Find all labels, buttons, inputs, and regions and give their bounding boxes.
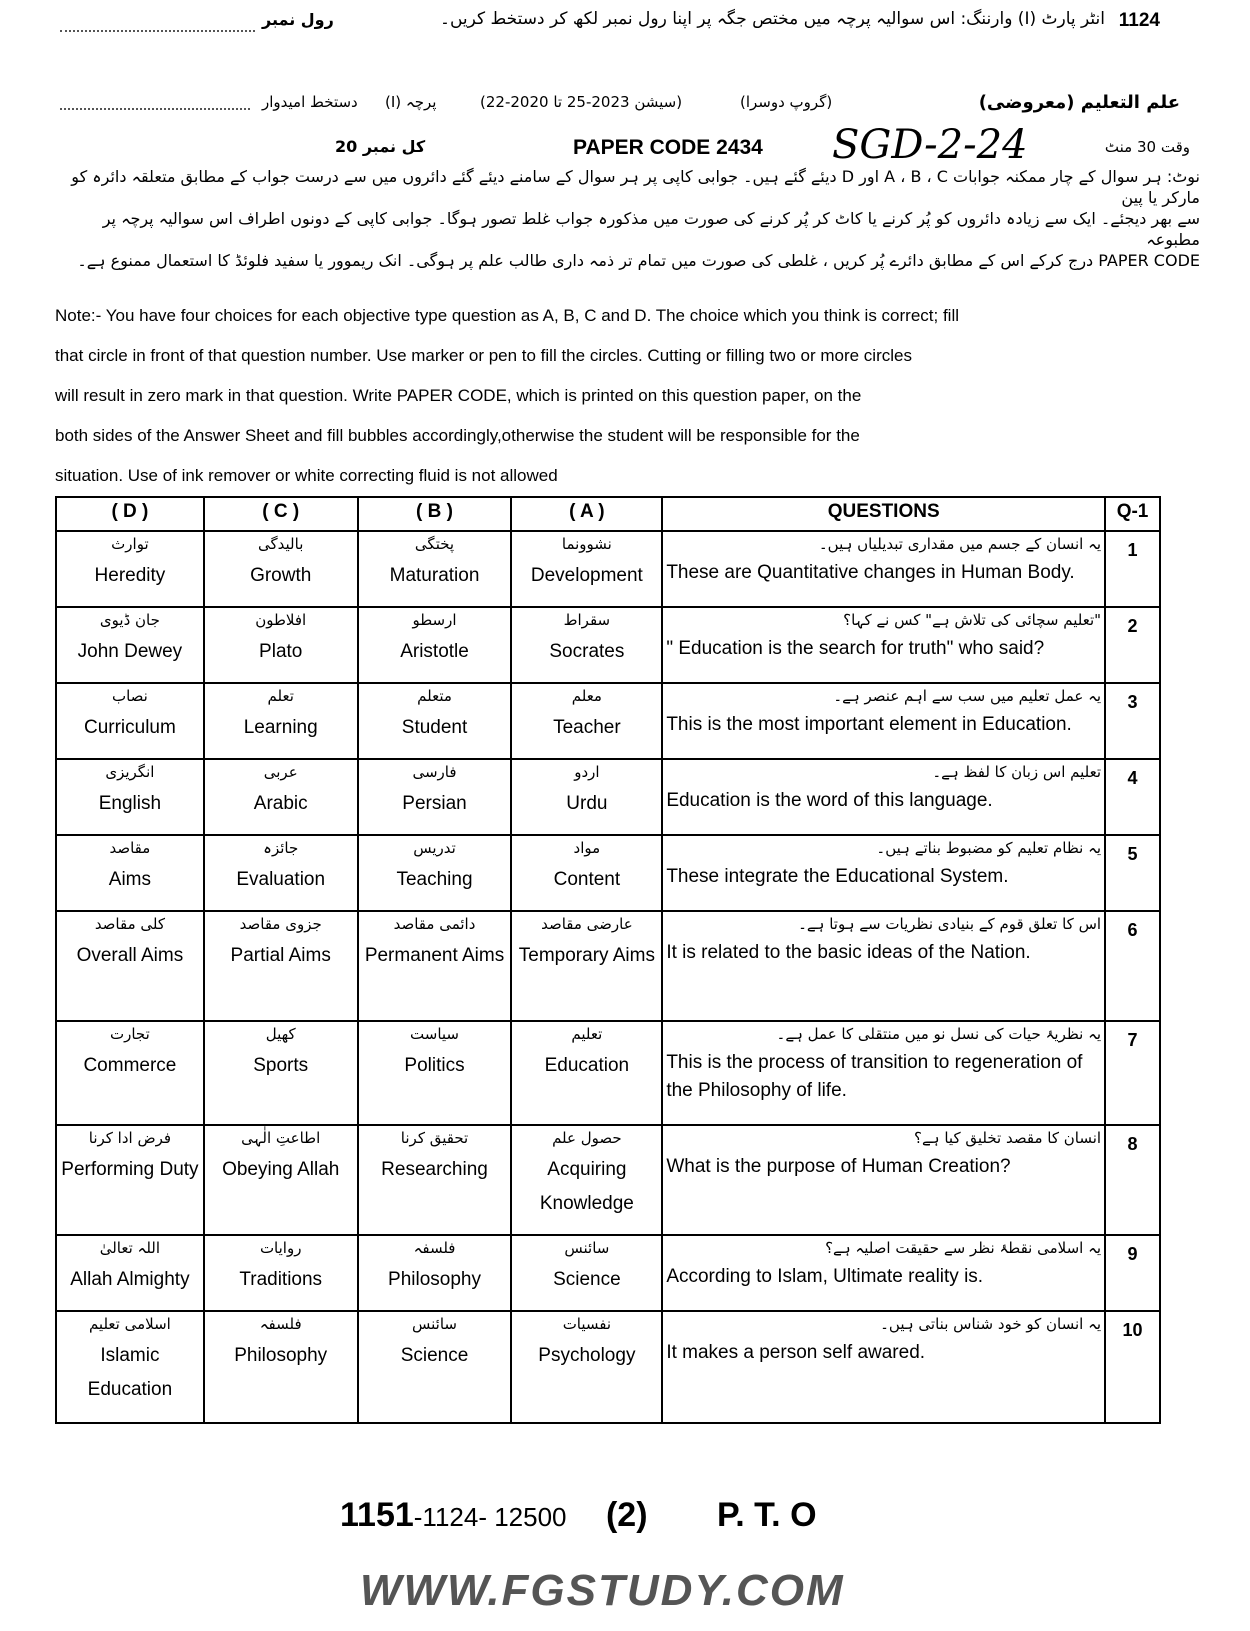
option-c-urdu: افلاطون <box>255 611 307 629</box>
option-c-urdu: روایات <box>259 1239 302 1257</box>
option-a <box>511 683 662 759</box>
option-d <box>56 1021 204 1125</box>
roll-no-field[interactable] <box>60 30 255 32</box>
option-d <box>56 1125 204 1235</box>
question-urdu: یہ انسان کو خود شناس بناتی ہیں۔ <box>880 1315 1102 1333</box>
option-c <box>204 531 358 607</box>
warning-text: انٹر پارٹ (I) وارننگ: اس سوالیہ پرچہ میں مختص جگہ پر اپنا رول نمبر لکھ کر دستخط کریں۔ <box>440 9 1105 29</box>
option-b <box>358 1311 512 1423</box>
option-d-urdu: فرض ادا کرنا <box>88 1129 172 1147</box>
option-c <box>204 607 358 683</box>
option-a-english: Psychology <box>538 1345 636 1366</box>
option-c-urdu: عربی <box>263 763 298 781</box>
option-a <box>511 1235 662 1311</box>
header-option-b: ( B ) <box>358 497 512 531</box>
option-a-english: Science <box>553 1269 621 1290</box>
question-english: These integrate the Educational System. <box>666 866 1009 887</box>
option-d-english: Aims <box>108 869 152 890</box>
option-b-urdu: متعلم <box>417 687 452 705</box>
question-text <box>662 911 1105 1021</box>
question-number: 7 <box>1105 1021 1160 1125</box>
option-c-english: Evaluation <box>236 869 326 890</box>
handwritten-code: SGD-2-24 <box>832 122 1028 168</box>
question-urdu: انسان کا مقصد تخلیق کیا ہے؟ <box>914 1129 1102 1147</box>
question-number: 9 <box>1105 1235 1160 1311</box>
total-marks: کل نمبر 20 <box>335 137 426 156</box>
english-note-line-3: will result in zero mark in that question. Write PAPER CODE, which is printed on this question paper, on the <box>55 386 862 405</box>
option-a-english: Acquiring Knowledge <box>539 1159 634 1214</box>
option-b-urdu: فارسی <box>412 763 457 781</box>
option-a <box>511 1311 662 1423</box>
option-a-english: Socrates <box>549 641 625 662</box>
option-c-urdu: جزوی مقاصد <box>239 915 322 933</box>
option-b <box>358 911 512 1021</box>
english-note-line-1: Note:- You have four choices for each objective type question as A, B, C and D. The choice which you think is correct; fill <box>55 306 960 325</box>
option-d-english: Islamic Education <box>87 1345 173 1400</box>
option-d-english: Curriculum <box>83 717 176 738</box>
option-a-urdu: مواد <box>573 839 601 857</box>
question-english: It is related to the basic ideas of the Nation. <box>666 942 1031 963</box>
roll-no-label: رول نمبر <box>262 10 334 29</box>
option-a-english: Development <box>530 565 643 586</box>
question-text <box>662 1125 1105 1235</box>
question-english: According to Islam, Ultimate reality is. <box>666 1266 984 1287</box>
urdu-note <box>50 166 1200 271</box>
option-b-english: Researching <box>381 1159 488 1180</box>
option-d-urdu: توارث <box>111 535 149 553</box>
option-a <box>511 759 662 835</box>
option-b-english: Aristotle <box>400 641 469 662</box>
option-c-english: Arabic <box>253 793 308 814</box>
question-urdu: یہ عمل تعلیم میں سب سے اہم عنصر ہے۔ <box>833 687 1102 705</box>
option-b <box>358 1125 512 1235</box>
option-a-urdu: عارضی مقاصد <box>541 915 633 933</box>
option-c <box>204 1311 358 1423</box>
option-b <box>358 1021 512 1125</box>
option-b-english: Science <box>400 1345 469 1366</box>
option-a-urdu: تعلیم <box>571 1025 603 1043</box>
option-d <box>56 835 204 911</box>
urdu-note-line-3: PAPER CODE درج کرکے اس کے مطابق دائرے پُر کریں ، غلطی کی صورت میں تمام تر ذمہ داری طالب علم پر ہوگی۔ انک ریموور یا سفید فلوئڈ کا استعمال ممنوع ہے۔ <box>77 251 1200 270</box>
option-b-english: Permanent Aims <box>364 945 505 966</box>
option-c-urdu: جائزہ <box>263 839 299 857</box>
table-row <box>56 531 1160 607</box>
option-b-english: Politics <box>404 1055 465 1076</box>
option-d <box>56 1311 204 1423</box>
question-number: 1 <box>1105 531 1160 607</box>
header-option-c: ( C ) <box>204 497 358 531</box>
question-english: This is the process of transition to regeneration of the Philosophy of life. <box>666 1052 1083 1101</box>
english-note-line-4: both sides of the Answer Sheet and fill bubbles accordingly,otherwise the student will be responsible for the <box>55 426 860 445</box>
question-text <box>662 1311 1105 1423</box>
option-a <box>511 1021 662 1125</box>
option-c-english: Philosophy <box>234 1345 328 1366</box>
option-d-urdu: کلی مقاصد <box>94 915 165 933</box>
footer-code: -1124- 12500 <box>413 1502 567 1532</box>
option-b-urdu: پختگی <box>414 535 455 553</box>
option-d-english: Commerce <box>83 1055 177 1076</box>
subject-title: علم التعلیم (معروضی) <box>978 92 1180 113</box>
question-number: 3 <box>1105 683 1160 759</box>
question-urdu: "تعلیم سچائی کی تلاش ہے" کس نے کہا؟ <box>843 611 1102 629</box>
question-text <box>662 835 1105 911</box>
option-b-english: Student <box>401 717 468 738</box>
candidate-signature-field[interactable] <box>60 108 250 110</box>
option-d <box>56 911 204 1021</box>
option-d-urdu: انگریزی <box>105 763 155 781</box>
option-b <box>358 835 512 911</box>
paper-code: PAPER CODE 2434 <box>573 136 763 159</box>
option-d-english: Overall Aims <box>76 945 184 966</box>
watermark: WWW.FGSTUDY.COM <box>360 1566 845 1615</box>
option-a <box>511 1125 662 1235</box>
option-d-english: Performing Duty <box>61 1159 199 1180</box>
option-d <box>56 607 204 683</box>
table-header-row <box>56 497 1160 531</box>
question-urdu: یہ اسلامی نقطۂ نظر سے حقیقت اصلیہ ہے؟ <box>825 1239 1102 1257</box>
option-a <box>511 531 662 607</box>
question-text <box>662 1021 1105 1125</box>
table-row <box>56 835 1160 911</box>
urdu-note-line-1: نوٹ: ہر سوال کے چار ممکنہ جوابات A ، B ، C اور D دیئے گئے ہیں۔ جوابی کاپی پر ہر سوال کے سامنے دیئے گئے دائروں میں سے درست جواب کے مطابق متعلقہ دائرہ کو مارکر یا پین <box>71 167 1200 207</box>
candidate-signature-label: دستخط امیدوار <box>262 93 358 111</box>
table-row <box>56 911 1160 1021</box>
option-b <box>358 683 512 759</box>
question-text <box>662 759 1105 835</box>
option-c-urdu: تعلم <box>267 687 294 705</box>
option-b <box>358 607 512 683</box>
option-b-urdu: فلسفہ <box>413 1239 456 1257</box>
question-english: Education is the word of this language. <box>666 790 993 811</box>
option-d-urdu: اللہ تعالیٰ <box>99 1239 161 1257</box>
option-a-english: Urdu <box>566 793 608 814</box>
header-option-d: ( D ) <box>56 497 204 531</box>
header-questions: QUESTIONS <box>662 497 1105 531</box>
option-c-english: Plato <box>259 641 303 662</box>
question-english: What is the purpose of Human Creation? <box>666 1156 1011 1177</box>
table-row <box>56 759 1160 835</box>
option-a-urdu: سائنس <box>564 1239 610 1257</box>
option-b-english: Teaching <box>396 869 473 890</box>
footer <box>340 1496 817 1535</box>
urdu-note-line-2: سے بھر دیجئے۔ ایک سے زیادہ دائروں کو پُر کرنے یا کاٹ کر پُر کرنے کی صورت میں مذکورہ جواب غلط تصور ہوگا۔ جوابی کاپی کے دونوں اطراف اس سوالیہ پرچہ پر مطبوعہ <box>102 209 1200 249</box>
option-c-urdu: اطاعتِ الٰہی <box>241 1129 321 1147</box>
pto-label: P. T. O <box>716 1496 817 1534</box>
option-a-english: Education <box>544 1055 630 1076</box>
option-d-english: John Dewey <box>77 641 183 662</box>
option-d <box>56 683 204 759</box>
option-c <box>204 835 358 911</box>
option-c-urdu: کھیل <box>265 1025 296 1043</box>
option-b-urdu: تحقیق کرنا <box>400 1129 469 1147</box>
question-number: 2 <box>1105 607 1160 683</box>
question-text <box>662 1235 1105 1311</box>
option-c-english: Partial Aims <box>230 945 331 966</box>
option-a-english: Temporary Aims <box>518 945 655 966</box>
table-row <box>56 1021 1160 1125</box>
table-row <box>56 607 1160 683</box>
option-b <box>358 531 512 607</box>
option-d-urdu: نصاب <box>111 687 148 705</box>
option-c <box>204 759 358 835</box>
paper-number: پرچہ (I) <box>385 93 437 111</box>
question-text <box>662 607 1105 683</box>
option-c-urdu: بالیدگی <box>258 535 304 553</box>
footer-code-bold: 1151 <box>340 1496 414 1534</box>
question-english: This is the most important element in Education. <box>666 714 1072 735</box>
option-c-urdu: فلسفہ <box>259 1315 302 1333</box>
session-label: (سیشن 2023-25 تا 2020-22) <box>480 93 683 111</box>
option-a <box>511 835 662 911</box>
option-a <box>511 607 662 683</box>
question-urdu: یہ نظام تعلیم کو مضبوط بناتے ہیں۔ <box>876 839 1102 857</box>
option-d-urdu: مقاصد <box>109 839 151 857</box>
option-a-english: Teacher <box>553 717 621 738</box>
question-number: 10 <box>1105 1311 1160 1423</box>
option-c <box>204 1125 358 1235</box>
english-note-line-5: situation. Use of ink remover or white correcting fluid is not allowed <box>55 466 558 485</box>
option-c-english: Traditions <box>239 1269 323 1290</box>
option-c-english: Learning <box>243 717 318 738</box>
question-english: It makes a person self awared. <box>666 1342 926 1363</box>
time-label: وقت 30 منٹ <box>1104 138 1190 156</box>
option-c-english: Sports <box>253 1055 309 1076</box>
questions-table <box>55 496 1161 1424</box>
option-c <box>204 1235 358 1311</box>
option-a <box>511 911 662 1021</box>
option-d-urdu: جان ڈیوی <box>99 611 160 629</box>
option-d-english: Allah Almighty <box>70 1269 190 1290</box>
question-text <box>662 531 1105 607</box>
option-b-urdu: دائمی مقاصد <box>393 915 476 933</box>
question-number: 6 <box>1105 911 1160 1021</box>
table-row <box>56 1311 1160 1423</box>
option-c <box>204 683 358 759</box>
english-note-line-2: that circle in front of that question number. Use marker or pen to fill the circles. Cutting or filling two or more circles <box>55 346 912 365</box>
header-q-number: Q-1 <box>1105 497 1160 531</box>
question-urdu: اس کا تعلق قوم کے بنیادی نظریات سے ہوتا ہے۔ <box>798 915 1102 933</box>
option-c-english: Obeying Allah <box>222 1159 340 1180</box>
option-b-english: Persian <box>402 793 467 814</box>
table-row <box>56 683 1160 759</box>
option-b-urdu: ارسطو <box>412 611 457 629</box>
option-a-urdu: سقراط <box>563 611 611 629</box>
question-number: 8 <box>1105 1125 1160 1235</box>
option-b-english: Maturation <box>389 565 480 586</box>
question-urdu: یہ انسان کے جسم میں مقداری تبدیلیاں ہیں۔ <box>818 535 1102 553</box>
option-b-english: Philosophy <box>388 1269 481 1290</box>
option-c <box>204 1021 358 1125</box>
paper-code-number: 1124 <box>1118 10 1160 31</box>
group-label: (گروپ دوسرا) <box>740 93 833 111</box>
header-option-a: ( A ) <box>511 497 662 531</box>
option-d <box>56 1235 204 1311</box>
option-a-urdu: حصول علم <box>552 1129 622 1147</box>
option-a-urdu: اردو <box>574 763 600 781</box>
option-d-english: English <box>98 793 162 814</box>
question-number: 5 <box>1105 835 1160 911</box>
option-b-urdu: سائنس <box>412 1315 457 1333</box>
question-urdu: یہ نظریۂ حیات کی نسل نو میں منتقلی کا عمل ہے۔ <box>776 1025 1102 1043</box>
option-b-urdu: سیاست <box>410 1025 459 1043</box>
option-b-urdu: تدریس <box>413 839 456 857</box>
question-english: " Education is the search for truth" who said? <box>666 638 1045 659</box>
option-b <box>358 1235 512 1311</box>
option-a-english: Content <box>553 869 621 890</box>
option-d <box>56 759 204 835</box>
option-a-urdu: نشوونما <box>561 535 612 553</box>
page-number: (2) <box>605 1496 648 1534</box>
option-d-english: Heredity <box>94 565 166 586</box>
option-c <box>204 911 358 1021</box>
question-urdu: تعلیم اس زبان کا لفظ ہے۔ <box>932 763 1102 781</box>
table-row <box>56 1235 1160 1311</box>
option-d-urdu: اسلامی تعلیم <box>88 1315 171 1333</box>
option-d-urdu: تجارت <box>110 1025 150 1043</box>
option-c-english: Growth <box>250 565 312 586</box>
option-d <box>56 531 204 607</box>
question-number: 4 <box>1105 759 1160 835</box>
question-english: These are Quantitative changes in Human Body. <box>666 562 1075 583</box>
option-b <box>358 759 512 835</box>
option-a-urdu: نفسیات <box>562 1315 612 1333</box>
table-row <box>56 1125 1160 1235</box>
question-text <box>662 683 1105 759</box>
option-a-urdu: معلم <box>571 687 602 705</box>
